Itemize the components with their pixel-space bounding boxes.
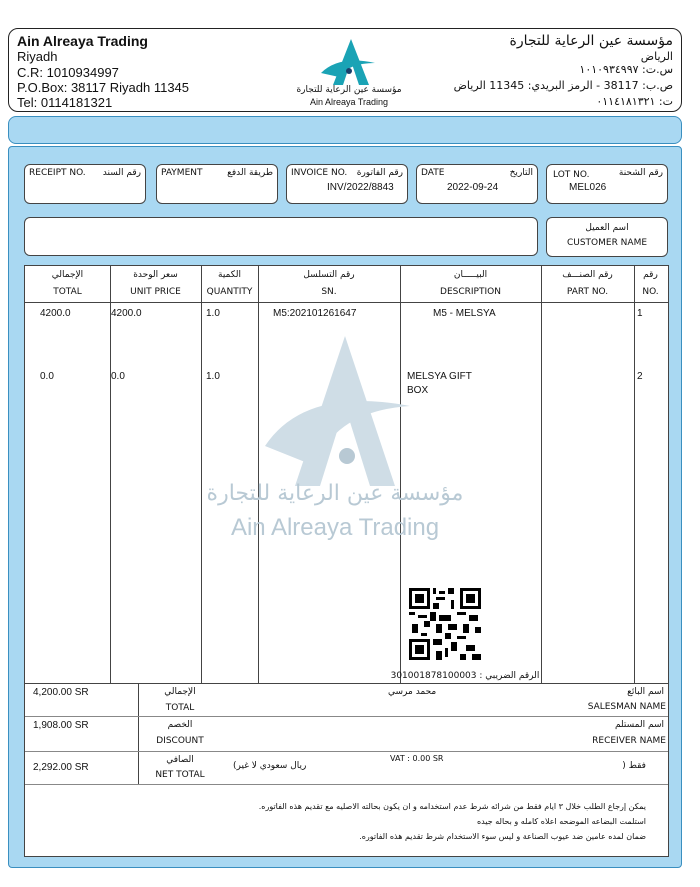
- col-header-part-no-en: PART NO.: [566, 287, 609, 297]
- company-name-ar: مؤسسة عين الرعاية للتجارة: [509, 33, 673, 49]
- col-header-description-en: DESCRIPTION: [440, 287, 501, 297]
- lot-label-en: LOT NO.: [553, 170, 590, 180]
- col-header-total-ar: الإجمالي: [51, 270, 84, 280]
- col-header-quantity-en: QUANTITY: [206, 287, 253, 297]
- row-divider: [25, 716, 668, 717]
- lot-value: MEL026: [569, 182, 607, 193]
- col-header-no-ar: رقم: [643, 270, 658, 280]
- company-tel-ar: ت: ٠١١٤١٨١٣٢١: [596, 95, 673, 108]
- amount-words-label: فقط (: [622, 761, 646, 771]
- invoice-label-ar: رقم الفاتورة: [356, 168, 403, 178]
- watermark-logo-icon: [235, 326, 435, 496]
- col-header-sn-en: SN.: [321, 287, 337, 297]
- date-label-ar: التاريخ: [509, 168, 533, 178]
- row-total: 4200.0: [40, 308, 71, 319]
- totals-divider: [138, 684, 139, 784]
- amount-words-value: ريال سعودي لا غير): [233, 761, 307, 771]
- company-pobox-ar: ص.ب: 38117 - الرمز البريدي: 11345 الرياض: [453, 79, 673, 92]
- col-header-quantity: [201, 266, 259, 302]
- company-pobox-en: P.O.Box: 38117 Riyadh 11345: [17, 80, 190, 95]
- customer-name-field[interactable]: [24, 217, 538, 256]
- row-divider: [25, 784, 668, 785]
- invoice-no-box[interactable]: [286, 164, 408, 204]
- payment-label-en: PAYMENT: [161, 168, 203, 178]
- note-line: يمكن إرجاع الطلب خلال ٣ ايام فقط من شرائه شرط عدم استخدامه و ان يكون بحالته الاصليه مع تقديم هذه الفاتوره.: [258, 802, 646, 811]
- watermark-logo: [235, 326, 435, 496]
- logo-text-en: Ain Alreaya Trading: [309, 97, 389, 107]
- receipt-label-ar: رقم السند: [102, 168, 141, 178]
- items-table: [24, 265, 669, 685]
- row-sn: M5:202101261647: [273, 308, 357, 319]
- payment-label-ar: طريقة الدفع: [227, 168, 273, 178]
- qr-code-icon: [409, 588, 481, 660]
- company-city-ar: الرياض: [640, 50, 673, 63]
- receipt-label-en: RECEIPT NO.: [29, 168, 86, 178]
- invoice-value: INV/2022/8843: [327, 182, 394, 193]
- receiver-label-en: RECEIVER NAME: [592, 736, 666, 746]
- col-divider: [541, 302, 635, 684]
- discount-value: 1,908.00 SR: [33, 720, 89, 731]
- row-description: M5 - MELSYA: [433, 308, 496, 319]
- total-value: 4,200.00 SR: [33, 687, 89, 698]
- company-cr-ar: س.ت: ١٠١٠٩٣٤٩٩٧: [579, 63, 673, 76]
- company-name-en: Ain Alreaya Trading: [17, 33, 148, 49]
- company-city-en: Riyadh: [17, 49, 58, 64]
- col-header-sn: [258, 266, 401, 302]
- row-quantity: 1.0: [206, 308, 220, 319]
- col-header-description: [400, 266, 542, 302]
- logo-icon: [279, 33, 419, 89]
- row-unit-price: 0.0: [111, 371, 125, 382]
- salesman-value: محمد مرسي: [388, 687, 437, 697]
- row-no: 2: [637, 371, 643, 382]
- row-divider: [25, 751, 668, 752]
- vat-value: VAT : 0.00 SR: [390, 754, 444, 763]
- date-value: 2022-09-24: [447, 182, 499, 193]
- lot-no-box[interactable]: [546, 164, 668, 204]
- tax-number: الرقم الضريبي : 301001878100003: [390, 671, 540, 681]
- watermark-text-en: Ain Alreaya Trading: [230, 514, 440, 541]
- salesman-label-en: SALESMAN NAME: [587, 702, 666, 712]
- note-line: استلمت البضاعه الموضحه اعلاه كامله و بحاله جيده: [476, 817, 646, 826]
- discount-label-ar: الخصم: [167, 720, 193, 730]
- customer-label-box: [546, 217, 668, 257]
- col-header-unit-price: [110, 266, 202, 302]
- company-cr-en: C.R: 1010934997: [17, 65, 119, 80]
- receiver-label-ar: اسم المستلم: [614, 720, 664, 730]
- company-tel-en: Tel: 0114181321: [17, 95, 113, 110]
- net-total-value: 2,292.00 SR: [33, 762, 89, 773]
- col-header-sn-ar: رقم التسلسل: [303, 270, 355, 280]
- row-unit-price: 4200.0: [111, 308, 142, 319]
- customer-label-ar: اسم العميل: [585, 223, 629, 233]
- company-logo: [279, 33, 419, 111]
- net-total-label-ar: الصافي: [166, 755, 194, 765]
- discount-label-en: DISCOUNT: [156, 736, 204, 746]
- receipt-no-box[interactable]: [24, 164, 146, 204]
- payment-box[interactable]: [156, 164, 278, 204]
- col-header-part-no: [541, 266, 635, 302]
- col-header-unit-price-ar: سعر الوحدة: [133, 270, 178, 280]
- salesman-label-ar: اسم البائع: [627, 687, 664, 697]
- date-label-en: DATE: [421, 168, 445, 178]
- totals-section: [24, 683, 669, 857]
- total-label-en: TOTAL: [165, 703, 195, 713]
- col-header-quantity-ar: الكمية: [218, 270, 241, 280]
- lot-label-ar: رقم الشحنة: [618, 168, 663, 178]
- col-header-part-no-ar: رقم الصنـــف: [562, 270, 613, 280]
- net-total-label-en: NET TOTAL: [155, 770, 205, 780]
- watermark-text-ar: مؤسسة عين الرعاية للتجارة: [206, 481, 464, 506]
- row-total: 0.0: [40, 371, 54, 382]
- row-quantity: 1.0: [206, 371, 220, 382]
- col-header-unit-price-en: UNIT PRICE: [130, 287, 181, 297]
- col-header-description-ar: البيـــــان: [453, 270, 488, 280]
- row-no: 1: [637, 308, 643, 319]
- col-header-no-en: NO.: [642, 287, 659, 297]
- col-header-total: [25, 266, 111, 302]
- note-line: ضمان لمده عامين ضد عيوب الصناعة و ليس سوء الاستخدام شرط تقديم هذه الفاتوره.: [359, 832, 646, 841]
- header-band: [8, 116, 682, 144]
- col-header-total-en: TOTAL: [53, 287, 82, 297]
- col-divider: [25, 302, 111, 684]
- invoice-label-en: INVOICE NO.: [291, 168, 348, 178]
- date-box[interactable]: [416, 164, 538, 204]
- company-header: [8, 28, 682, 112]
- notes-block: [216, 799, 646, 844]
- col-header-no: [634, 266, 667, 302]
- total-label-ar: الإجمالي: [164, 687, 196, 697]
- customer-label-en: CUSTOMER NAME: [566, 238, 648, 248]
- row-description: MELSYA GIFT BOX: [407, 371, 472, 396]
- logo-text-ar: مؤسسة عين الرعاية للتجارة: [296, 85, 402, 95]
